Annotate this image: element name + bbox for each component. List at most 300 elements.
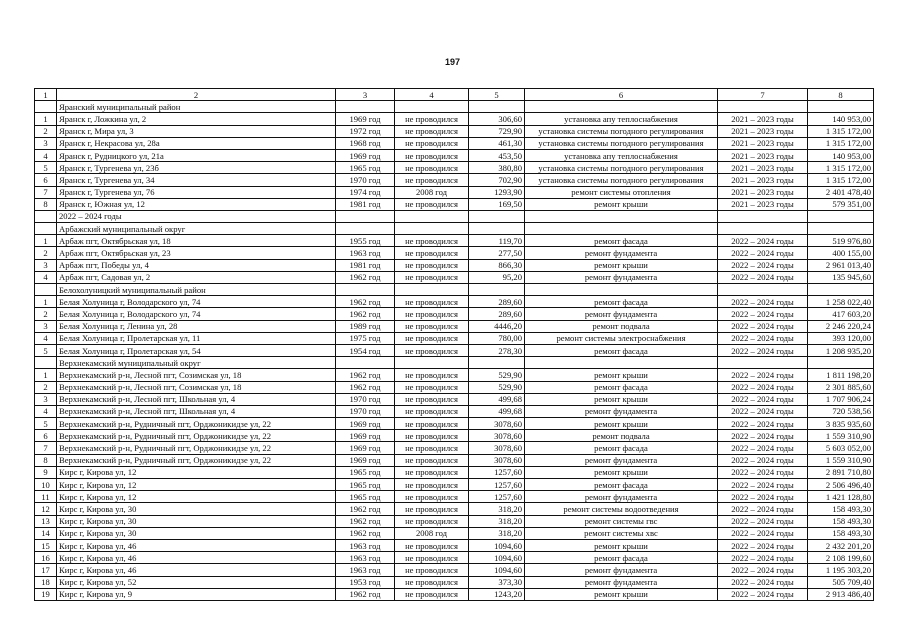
build-year-cell: 1970 год bbox=[336, 393, 395, 405]
area-cell: 119,70 bbox=[469, 235, 525, 247]
last-repair-year-cell: не проводился bbox=[395, 405, 469, 417]
cost-cell: 158 493,30 bbox=[808, 527, 874, 539]
address-cell: Кирс г, Кирова ул, 46 bbox=[57, 552, 336, 564]
row-number-cell: 1 bbox=[35, 296, 57, 308]
table-row bbox=[35, 466, 874, 478]
period-cell: 2022 – 2024 годы bbox=[718, 515, 808, 527]
period-cell: 2022 – 2024 годы bbox=[718, 393, 808, 405]
area-cell: 1257,60 bbox=[469, 491, 525, 503]
table-row bbox=[35, 162, 874, 174]
work-type-cell: ремонт фундамента bbox=[525, 576, 718, 588]
address-cell: Верхнекамский р-н, Рудничный пгт, Орджоникидзе ул, 22 bbox=[57, 418, 336, 430]
table-row bbox=[35, 539, 874, 551]
table-row bbox=[35, 479, 874, 491]
area-cell: 529,90 bbox=[469, 369, 525, 381]
address-cell: Яранск г, Рудницкого ул, 21а bbox=[57, 149, 336, 161]
section-row bbox=[35, 210, 874, 222]
cost-cell: 1 315 172,00 bbox=[808, 137, 874, 149]
cost-cell: 1 559 310,90 bbox=[808, 430, 874, 442]
build-year-cell: 1962 год bbox=[336, 308, 395, 320]
row-number-cell: 15 bbox=[35, 539, 57, 551]
address-cell: Яранск г, Южная ул, 12 bbox=[57, 198, 336, 210]
empty-cell bbox=[395, 357, 469, 369]
last-repair-year-cell: не проводился bbox=[395, 491, 469, 503]
empty-cell bbox=[525, 284, 718, 296]
build-year-cell: 1965 год bbox=[336, 479, 395, 491]
table-row bbox=[35, 454, 874, 466]
address-cell: Верхнекамский р-н, Рудничный пгт, Орджоникидзе ул, 22 bbox=[57, 442, 336, 454]
build-year-cell: 1962 год bbox=[336, 588, 395, 600]
build-year-cell: 1970 год bbox=[336, 405, 395, 417]
column-header: 1 bbox=[35, 89, 57, 101]
last-repair-year-cell: не проводился bbox=[395, 259, 469, 271]
period-cell: 2022 – 2024 годы bbox=[718, 296, 808, 308]
address-cell: Верхнекамский р-н, Рудничный пгт, Орджоникидзе ул, 22 bbox=[57, 430, 336, 442]
cost-cell: 3 835 935,60 bbox=[808, 418, 874, 430]
empty-cell bbox=[718, 223, 808, 235]
address-cell: Яранск г, Некрасова ул, 28а bbox=[57, 137, 336, 149]
cost-cell: 2 401 478,40 bbox=[808, 186, 874, 198]
last-repair-year-cell: не проводился bbox=[395, 430, 469, 442]
build-year-cell: 1965 год bbox=[336, 491, 395, 503]
row-number-cell: 7 bbox=[35, 186, 57, 198]
build-year-cell: 1962 год bbox=[336, 369, 395, 381]
build-year-cell: 1969 год bbox=[336, 442, 395, 454]
column-header: 7 bbox=[718, 89, 808, 101]
table-row bbox=[35, 527, 874, 539]
area-cell: 499,68 bbox=[469, 405, 525, 417]
table-row bbox=[35, 430, 874, 442]
area-cell: 3078,60 bbox=[469, 442, 525, 454]
address-cell: Яранск г, Тургенева ул, 76 bbox=[57, 186, 336, 198]
address-cell: Кирс г, Кирова ул, 30 bbox=[57, 527, 336, 539]
empty-cell bbox=[469, 284, 525, 296]
area-cell: 1094,60 bbox=[469, 539, 525, 551]
cost-cell: 2 506 496,40 bbox=[808, 479, 874, 491]
empty-cell bbox=[469, 223, 525, 235]
table-row bbox=[35, 344, 874, 356]
area-cell: 1094,60 bbox=[469, 564, 525, 576]
cost-cell: 1 315 172,00 bbox=[808, 162, 874, 174]
address-cell: Кирс г, Кирова ул, 12 bbox=[57, 491, 336, 503]
address-cell: Белая Холуница г, Володарского ул, 74 bbox=[57, 308, 336, 320]
build-year-cell: 1970 год bbox=[336, 174, 395, 186]
column-header: 4 bbox=[395, 89, 469, 101]
build-year-cell: 1962 год bbox=[336, 527, 395, 539]
column-header: 3 bbox=[336, 89, 395, 101]
cost-cell: 135 945,60 bbox=[808, 271, 874, 283]
area-cell: 306,60 bbox=[469, 113, 525, 125]
cost-cell: 1 315 172,00 bbox=[808, 174, 874, 186]
work-type-cell: ремонт фундамента bbox=[525, 491, 718, 503]
table-row bbox=[35, 259, 874, 271]
last-repair-year-cell: не проводился bbox=[395, 503, 469, 515]
last-repair-year-cell: не проводился bbox=[395, 174, 469, 186]
address-cell: Кирс г, Кирова ул, 30 bbox=[57, 515, 336, 527]
table-row bbox=[35, 125, 874, 137]
last-repair-year-cell: не проводился bbox=[395, 442, 469, 454]
cost-cell: 1 315 172,00 bbox=[808, 125, 874, 137]
period-cell: 2022 – 2024 годы bbox=[718, 320, 808, 332]
empty-cell bbox=[395, 223, 469, 235]
cost-cell: 2 108 199,60 bbox=[808, 552, 874, 564]
last-repair-year-cell: не проводился bbox=[395, 552, 469, 564]
row-number-cell: 16 bbox=[35, 552, 57, 564]
address-cell: Кирс г, Кирова ул, 12 bbox=[57, 466, 336, 478]
work-type-cell: установка системы погодного регулирования bbox=[525, 174, 718, 186]
address-cell: Кирс г, Кирова ул, 52 bbox=[57, 576, 336, 588]
cost-cell: 2 961 013,40 bbox=[808, 259, 874, 271]
table-row bbox=[35, 320, 874, 332]
cost-cell: 417 603,20 bbox=[808, 308, 874, 320]
address-cell: Верхнекамский р-н, Лесной пгт, Школьная ул, 4 bbox=[57, 393, 336, 405]
section-title: 2022 – 2024 годы bbox=[57, 210, 336, 222]
table-row bbox=[35, 564, 874, 576]
area-cell: 529,90 bbox=[469, 381, 525, 393]
area-cell: 702,90 bbox=[469, 174, 525, 186]
area-cell: 1257,60 bbox=[469, 479, 525, 491]
table-row bbox=[35, 198, 874, 210]
build-year-cell: 1962 год bbox=[336, 296, 395, 308]
table-row bbox=[35, 418, 874, 430]
address-cell: Белая Холуница г, Ленина ул, 28 bbox=[57, 320, 336, 332]
period-cell: 2022 – 2024 годы bbox=[718, 308, 808, 320]
row-number-cell: 13 bbox=[35, 515, 57, 527]
table-row bbox=[35, 113, 874, 125]
work-type-cell: установка системы погодного регулирования bbox=[525, 137, 718, 149]
address-cell: Яранск г, Ложкина ул, 2 bbox=[57, 113, 336, 125]
period-cell: 2022 – 2024 годы bbox=[718, 564, 808, 576]
table-row bbox=[35, 576, 874, 588]
address-cell: Верхнекамский р-н, Лесной пгт, Школьная ул, 4 bbox=[57, 405, 336, 417]
cost-cell: 1 707 906,24 bbox=[808, 393, 874, 405]
row-number-cell: 19 bbox=[35, 588, 57, 600]
build-year-cell: 1965 год bbox=[336, 162, 395, 174]
area-cell: 318,20 bbox=[469, 503, 525, 515]
work-type-cell: ремонт фасада bbox=[525, 235, 718, 247]
period-cell: 2021 – 2023 годы bbox=[718, 137, 808, 149]
empty-cell bbox=[718, 284, 808, 296]
build-year-cell: 1963 год bbox=[336, 539, 395, 551]
table-row bbox=[35, 137, 874, 149]
build-year-cell: 1962 год bbox=[336, 381, 395, 393]
work-type-cell: ремонт системы электроснабжения bbox=[525, 332, 718, 344]
area-cell: 3078,60 bbox=[469, 454, 525, 466]
table-row bbox=[35, 369, 874, 381]
section-title: Белохолуницкий муниципальный район bbox=[57, 284, 336, 296]
last-repair-year-cell: не проводился bbox=[395, 308, 469, 320]
period-cell: 2021 – 2023 годы bbox=[718, 186, 808, 198]
cost-cell: 140 953,00 bbox=[808, 113, 874, 125]
row-number-cell: 2 bbox=[35, 381, 57, 393]
build-year-cell: 1962 год bbox=[336, 515, 395, 527]
work-type-cell: ремонт крыши bbox=[525, 539, 718, 551]
row-number-cell: 17 bbox=[35, 564, 57, 576]
section-title: Верхнекамский муниципальный округ bbox=[57, 357, 336, 369]
section-number-cell bbox=[35, 101, 57, 113]
address-cell: Арбаж пгт, Октябрьская ул, 18 bbox=[57, 235, 336, 247]
work-type-cell: установка системы погодного регулирования bbox=[525, 125, 718, 137]
section-row bbox=[35, 284, 874, 296]
work-type-cell: ремонт фасада bbox=[525, 344, 718, 356]
last-repair-year-cell: не проводился bbox=[395, 454, 469, 466]
cost-cell: 2 432 201,20 bbox=[808, 539, 874, 551]
work-type-cell: ремонт фасада bbox=[525, 381, 718, 393]
last-repair-year-cell: не проводился bbox=[395, 162, 469, 174]
area-cell: 499,68 bbox=[469, 393, 525, 405]
work-type-cell: ремонт крыши bbox=[525, 588, 718, 600]
period-cell: 2022 – 2024 годы bbox=[718, 369, 808, 381]
build-year-cell: 1972 год bbox=[336, 125, 395, 137]
last-repair-year-cell: 2008 год bbox=[395, 186, 469, 198]
last-repair-year-cell: не проводился bbox=[395, 113, 469, 125]
row-number-cell: 2 bbox=[35, 247, 57, 259]
last-repair-year-cell: не проводился bbox=[395, 271, 469, 283]
work-type-cell: установка системы погодного регулирования bbox=[525, 162, 718, 174]
work-type-cell: ремонт системы водоотведения bbox=[525, 503, 718, 515]
work-type-cell: ремонт крыши bbox=[525, 259, 718, 271]
work-type-cell: ремонт фундамента bbox=[525, 271, 718, 283]
last-repair-year-cell: не проводился bbox=[395, 369, 469, 381]
cost-cell: 400 155,00 bbox=[808, 247, 874, 259]
work-type-cell: ремонт подвала bbox=[525, 430, 718, 442]
build-year-cell: 1969 год bbox=[336, 418, 395, 430]
row-number-cell: 1 bbox=[35, 235, 57, 247]
area-cell: 461,30 bbox=[469, 137, 525, 149]
period-cell: 2022 – 2024 годы bbox=[718, 430, 808, 442]
period-cell: 2022 – 2024 годы bbox=[718, 552, 808, 564]
cost-cell: 1 195 303,20 bbox=[808, 564, 874, 576]
section-number-cell bbox=[35, 284, 57, 296]
housing-repair-table bbox=[34, 88, 874, 601]
work-type-cell: ремонт фасада bbox=[525, 552, 718, 564]
empty-cell bbox=[395, 210, 469, 222]
period-cell: 2022 – 2024 годы bbox=[718, 466, 808, 478]
section-row bbox=[35, 357, 874, 369]
last-repair-year-cell: не проводился bbox=[395, 381, 469, 393]
row-number-cell: 7 bbox=[35, 442, 57, 454]
address-cell: Арбаж пгт, Садовая ул, 2 bbox=[57, 271, 336, 283]
period-cell: 2022 – 2024 годы bbox=[718, 235, 808, 247]
area-cell: 289,60 bbox=[469, 308, 525, 320]
empty-cell bbox=[336, 223, 395, 235]
build-year-cell: 1963 год bbox=[336, 564, 395, 576]
last-repair-year-cell: не проводился bbox=[395, 320, 469, 332]
area-cell: 1243,20 bbox=[469, 588, 525, 600]
work-type-cell: ремонт фундамента bbox=[525, 454, 718, 466]
period-cell: 2022 – 2024 годы bbox=[718, 454, 808, 466]
last-repair-year-cell: не проводился bbox=[395, 247, 469, 259]
row-number-cell: 4 bbox=[35, 271, 57, 283]
build-year-cell: 1969 год bbox=[336, 454, 395, 466]
empty-cell bbox=[336, 284, 395, 296]
period-cell: 2022 – 2024 годы bbox=[718, 576, 808, 588]
row-number-cell: 9 bbox=[35, 466, 57, 478]
address-cell: Арбаж пгт, Октябрьская ул, 23 bbox=[57, 247, 336, 259]
period-cell: 2022 – 2024 годы bbox=[718, 527, 808, 539]
row-number-cell: 3 bbox=[35, 137, 57, 149]
table-row bbox=[35, 503, 874, 515]
period-cell: 2022 – 2024 годы bbox=[718, 539, 808, 551]
cost-cell: 158 493,30 bbox=[808, 503, 874, 515]
empty-cell bbox=[525, 357, 718, 369]
address-cell: Белая Холуница г, Пролетарская ул, 54 bbox=[57, 344, 336, 356]
build-year-cell: 1989 год bbox=[336, 320, 395, 332]
address-cell: Белая Холуница г, Володарского ул, 74 bbox=[57, 296, 336, 308]
section-number-cell bbox=[35, 223, 57, 235]
area-cell: 169,50 bbox=[469, 198, 525, 210]
table-row bbox=[35, 491, 874, 503]
cost-cell: 1 811 198,20 bbox=[808, 369, 874, 381]
period-cell: 2022 – 2024 годы bbox=[718, 405, 808, 417]
column-header: 6 bbox=[525, 89, 718, 101]
table-row bbox=[35, 186, 874, 198]
empty-cell bbox=[336, 357, 395, 369]
last-repair-year-cell: не проводился bbox=[395, 393, 469, 405]
cost-cell: 1 421 128,80 bbox=[808, 491, 874, 503]
area-cell: 278,30 bbox=[469, 344, 525, 356]
address-cell: Верхнекамский р-н, Лесной пгт, Созимская ул, 18 bbox=[57, 369, 336, 381]
table-row bbox=[35, 515, 874, 527]
period-cell: 2022 – 2024 годы bbox=[718, 442, 808, 454]
area-cell: 95,20 bbox=[469, 271, 525, 283]
area-cell: 1293,90 bbox=[469, 186, 525, 198]
last-repair-year-cell: 2008 год bbox=[395, 527, 469, 539]
last-repair-year-cell: не проводился bbox=[395, 198, 469, 210]
area-cell: 3078,60 bbox=[469, 430, 525, 442]
empty-cell bbox=[336, 101, 395, 113]
work-type-cell: установка апу теплоснабжения bbox=[525, 113, 718, 125]
table-row bbox=[35, 296, 874, 308]
period-cell: 2022 – 2024 годы bbox=[718, 588, 808, 600]
row-number-cell: 3 bbox=[35, 259, 57, 271]
row-number-cell: 5 bbox=[35, 344, 57, 356]
empty-cell bbox=[808, 210, 874, 222]
table-body bbox=[35, 101, 874, 601]
cost-cell: 720 538,56 bbox=[808, 405, 874, 417]
build-year-cell: 1963 год bbox=[336, 247, 395, 259]
section-row bbox=[35, 101, 874, 113]
empty-cell bbox=[336, 210, 395, 222]
empty-cell bbox=[525, 223, 718, 235]
empty-cell bbox=[525, 101, 718, 113]
period-cell: 2022 – 2024 годы bbox=[718, 247, 808, 259]
column-header: 5 bbox=[469, 89, 525, 101]
work-type-cell: ремонт крыши bbox=[525, 393, 718, 405]
build-year-cell: 1953 год bbox=[336, 576, 395, 588]
area-cell: 4446,20 bbox=[469, 320, 525, 332]
cost-cell: 2 246 220,24 bbox=[808, 320, 874, 332]
cost-cell: 579 351,00 bbox=[808, 198, 874, 210]
area-cell: 729,90 bbox=[469, 125, 525, 137]
empty-cell bbox=[718, 357, 808, 369]
cost-cell: 2 301 885,60 bbox=[808, 381, 874, 393]
build-year-cell: 1962 год bbox=[336, 503, 395, 515]
period-cell: 2022 – 2024 годы bbox=[718, 491, 808, 503]
period-cell: 2021 – 2023 годы bbox=[718, 198, 808, 210]
table-row bbox=[35, 235, 874, 247]
build-year-cell: 1954 год bbox=[336, 344, 395, 356]
last-repair-year-cell: не проводился bbox=[395, 344, 469, 356]
empty-cell bbox=[718, 101, 808, 113]
row-number-cell: 18 bbox=[35, 576, 57, 588]
period-cell: 2021 – 2023 годы bbox=[718, 174, 808, 186]
empty-cell bbox=[469, 101, 525, 113]
last-repair-year-cell: не проводился bbox=[395, 149, 469, 161]
address-cell: Верхнекамский р-н, Лесной пгт, Созимская ул, 18 bbox=[57, 381, 336, 393]
build-year-cell: 1962 год bbox=[336, 271, 395, 283]
empty-cell bbox=[395, 101, 469, 113]
address-cell: Белая Холуница г, Пролетарская ул, 11 bbox=[57, 332, 336, 344]
cost-cell: 393 120,00 bbox=[808, 332, 874, 344]
build-year-cell: 1968 год bbox=[336, 137, 395, 149]
cost-cell: 140 953,00 bbox=[808, 149, 874, 161]
area-cell: 1094,60 bbox=[469, 552, 525, 564]
period-cell: 2021 – 2023 годы bbox=[718, 113, 808, 125]
work-type-cell: ремонт фундамента bbox=[525, 564, 718, 576]
cost-cell: 158 493,30 bbox=[808, 515, 874, 527]
table-row bbox=[35, 174, 874, 186]
table-row bbox=[35, 271, 874, 283]
last-repair-year-cell: не проводился bbox=[395, 588, 469, 600]
last-repair-year-cell: не проводился bbox=[395, 515, 469, 527]
area-cell: 380,80 bbox=[469, 162, 525, 174]
column-header: 8 bbox=[808, 89, 874, 101]
cost-cell: 2 913 486,40 bbox=[808, 588, 874, 600]
cost-cell: 519 976,80 bbox=[808, 235, 874, 247]
row-number-cell: 5 bbox=[35, 418, 57, 430]
area-cell: 277,50 bbox=[469, 247, 525, 259]
table-row bbox=[35, 405, 874, 417]
last-repair-year-cell: не проводился bbox=[395, 539, 469, 551]
cost-cell: 505 709,40 bbox=[808, 576, 874, 588]
period-cell: 2022 – 2024 годы bbox=[718, 418, 808, 430]
section-row bbox=[35, 223, 874, 235]
period-cell: 2022 – 2024 годы bbox=[718, 479, 808, 491]
work-type-cell: установка апу теплоснабжения bbox=[525, 149, 718, 161]
empty-cell bbox=[808, 284, 874, 296]
build-year-cell: 1981 год bbox=[336, 198, 395, 210]
last-repair-year-cell: не проводился bbox=[395, 332, 469, 344]
cost-cell: 5 603 052,00 bbox=[808, 442, 874, 454]
address-cell: Яранск г, Тургенева ул, 23б bbox=[57, 162, 336, 174]
page-number: 197 bbox=[444, 57, 461, 67]
cost-cell: 1 559 310,90 bbox=[808, 454, 874, 466]
area-cell: 453,50 bbox=[469, 149, 525, 161]
row-number-cell: 2 bbox=[35, 125, 57, 137]
table-row bbox=[35, 442, 874, 454]
area-cell: 866,30 bbox=[469, 259, 525, 271]
table-row bbox=[35, 308, 874, 320]
build-year-cell: 1974 год bbox=[336, 186, 395, 198]
table-row bbox=[35, 588, 874, 600]
work-type-cell: ремонт фасада bbox=[525, 296, 718, 308]
work-type-cell: ремонт фундамента bbox=[525, 405, 718, 417]
work-type-cell: ремонт подвала bbox=[525, 320, 718, 332]
period-cell: 2021 – 2023 годы bbox=[718, 162, 808, 174]
table-row bbox=[35, 332, 874, 344]
last-repair-year-cell: не проводился bbox=[395, 564, 469, 576]
cost-cell: 2 891 710,80 bbox=[808, 466, 874, 478]
period-cell: 2022 – 2024 годы bbox=[718, 332, 808, 344]
area-cell: 373,30 bbox=[469, 576, 525, 588]
period-cell: 2022 – 2024 годы bbox=[718, 503, 808, 515]
work-type-cell: ремонт крыши bbox=[525, 198, 718, 210]
address-cell: Верхнекамский р-н, Рудничный пгт, Орджоникидзе ул, 22 bbox=[57, 454, 336, 466]
header-row bbox=[35, 89, 874, 101]
empty-cell bbox=[395, 284, 469, 296]
row-number-cell: 3 bbox=[35, 393, 57, 405]
